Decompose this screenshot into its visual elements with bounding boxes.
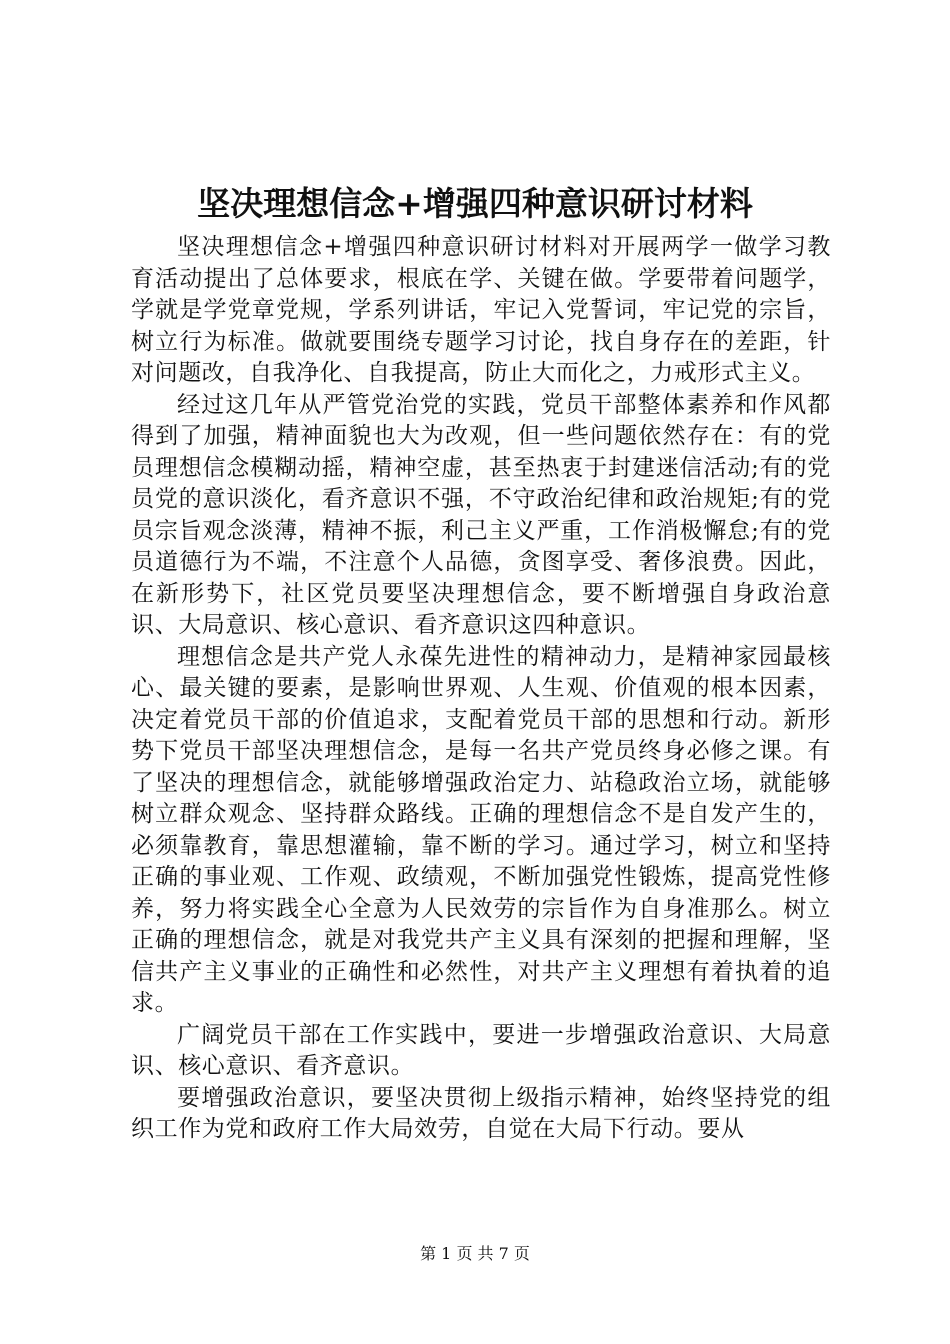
paragraph-1: 坚决理想信念+增强四种意识研讨材料对开展两学一做学习教育活动提出了总体要求，根底在学、关键在做。学要带着问题学，学就是学党章党规，学系列讲话，牢记入党誓词，牢记党的宗旨，树立行为标准。做就要围绕专题学习讨论，找自身存在的差距，针对问题改，自我净化、自我提高，防止大而化之，力戒形式主义。: [131, 234, 831, 386]
paragraph-4: 广阔党员干部在工作实践中，要进一步增强政治意识、大局意识、核心意识、看齐意识。: [131, 1021, 831, 1079]
page-footer: 第 1 页 共 7 页: [420, 1244, 530, 1263]
document-title: 坚决理想信念+增强四种意识研讨材料: [197, 184, 753, 223]
paragraph-2: 经过这几年从严管党治党的实践，党员干部整体素养和作风都得到了加强，精神面貌也大为改观，但一些问题依然存在：有的党员理想信念模糊动摇，精神空虚，甚至热衷于封建迷信活动;有的党员党的意识淡化，看齐意识不强，不守政治纪律和政治规矩;有的党员宗旨观念淡薄，精神不振，利己主义严重，工作消极懈怠;有的党员道德行为不端，不注意个人品德，贪图享受、奢侈浪费。因此，在新形势下，社区党员要坚决理想信念，要不断增强自身政治意识、大局意识、核心意识、看齐意识这四种意识。: [131, 391, 831, 638]
paragraph-5: 要增强政治意识，要坚决贯彻上级指示精神，始终坚持党的组织工作为党和政府工作大局效劳，自觉在大局下行动。要从: [131, 1084, 831, 1142]
paragraph-3: 理想信念是共产党人永葆先进性的精神动力，是精神家园最核心、最关键的要素，是影响世界观、人生观、价值观的根本因素，决定着党员干部的价值追求，支配着党员干部的思想和行动。新形势下党员干部坚决理想信念，是每一名共产党员终身必修之课。有了坚决的理想信念，就能够增强政治定力、站稳政治立场，就能够树立群众观念、坚持群众路线。正确的理想信念不是自发产生的，必须靠教育，靠思想灌输，靠不断的学习。通过学习，树立和坚持正确的事业观、工作观、政绩观，不断加强党性锻炼，提高党性修养，努力将实践全心全意为人民效劳的宗旨作为自身准那么。树立正确的理想信念，就是对我党共产主义具有深刻的把握和理解，坚信共产主义事业的正确性和必然性，对共产主义理想有着执着的追求。: [131, 643, 831, 1016]
document-body: [131, 232, 831, 1146]
